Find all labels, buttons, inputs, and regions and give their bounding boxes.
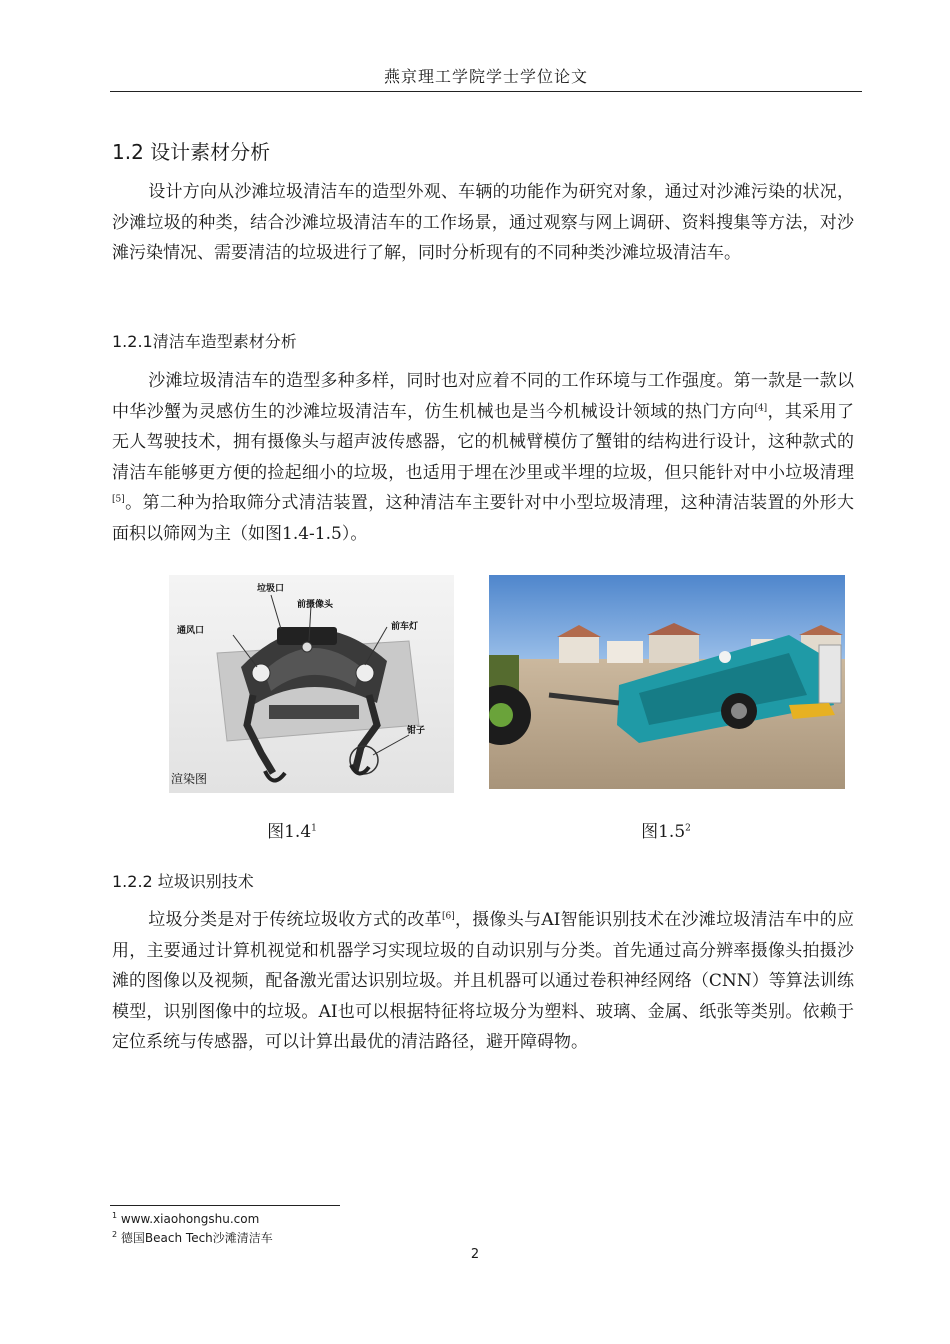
shape-text-c: 。第二种为拾取筛分式清洁装置，这种清洁车主要针对中小型垃圾清理，这种清洁装置的外形大面积以筛网为主（如图1.4-1.5）。	[112, 493, 854, 544]
section-heading: 1.2 设计素材分析	[112, 140, 271, 164]
footnote-ref-1: 1	[311, 823, 317, 834]
footnote-1	[112, 1212, 259, 1226]
running-header: 燕京理工学院学士学位论文	[383, 67, 588, 86]
label-trash-port: 垃圾口	[257, 584, 285, 594]
figure-1-4-caption-text: 图1.4	[267, 822, 312, 842]
footnote-2-mark: 2	[112, 1230, 118, 1239]
label-headlight: 前车灯	[391, 622, 419, 632]
shape-text-b: ，其采用了无人驾驶技术，拥有摄像头与超声波传感器，它的机械臂模仿了蟹钳的结构进行设计，这种款式的清洁车能够更方便的捡起细小的垃圾，也适用于埋在沙里或半埋的垃圾，但只能针对中小垃圾清理	[112, 401, 855, 483]
crab-robot-render	[169, 575, 454, 793]
figure-1-5-caption-text: 图1.5	[641, 822, 686, 842]
recognition-text-b: ，摄像头与AI智能识别技术在沙滩垃圾清洁车中的应用，主要通过计算机视觉和机器学习实现垃圾的自动识别与分类。首先通过高分辨率摄像头拍摄沙滩的图像以及视频，配备激光雷达识别垃圾。并且机器可以通过卷积神经网络（CNN）等算法训练模型，识别图像中的垃圾。AI也可以根据特征将垃圾分为塑料、玻璃、金属、纸张等类别。依赖于定位系统与传感器，可以计算出最优的清洁路径，避开障碍物。	[112, 910, 855, 1053]
label-render: 渲染图	[171, 772, 208, 786]
intro-text: 设计方向从沙滩垃圾清洁车的造型外观、车辆的功能作为研究对象，通过对沙滩污染的状况，沙滩垃圾的种类，结合沙滩垃圾清洁车的工作场景，通过观察与网上调研、资料搜集等方法，对沙滩污染情况、需要清洁的垃圾进行了解，同时分析现有的不同种类沙滩垃圾清洁车。	[112, 182, 854, 264]
citation-6: [6]	[441, 911, 455, 922]
beach-cleaner-photo	[489, 575, 845, 789]
shape-analysis-paragraph	[112, 366, 854, 550]
shape-text-a: 沙滩垃圾清洁车的造型多种多样，同时也对应着不同的工作环境与工作强度。第一款是一款以中华沙蟹为灵感仿生的沙滩垃圾清洁车，仿生机械也是当今机械设计领域的热门方向	[112, 371, 854, 422]
footnote-2	[112, 1229, 273, 1246]
page-number: 2	[470, 1247, 480, 1262]
intro-paragraph	[112, 177, 854, 269]
label-pincer: 钳子	[407, 726, 426, 736]
footnote-ref-2: 2	[685, 823, 691, 834]
figure-1-4-caption	[192, 817, 392, 842]
subsection-heading-2: 1.2.2 垃圾识别技术	[112, 872, 254, 891]
recognition-paragraph	[112, 905, 854, 1058]
label-front-camera: 前摄像头	[297, 600, 334, 610]
label-vent: 通风口	[177, 626, 205, 636]
recognition-text-a: 垃圾分类是对于传统垃圾收方式的改革	[148, 910, 442, 930]
citation-4: [4]	[754, 402, 768, 413]
footnote-1-mark: 1	[112, 1211, 118, 1220]
figure-1-4-image	[169, 575, 454, 793]
citation-5: [5]	[112, 494, 125, 505]
footnote-2-text: 德国Beach Tech沙滩清洁车	[120, 1231, 273, 1245]
footnote-rule	[110, 1205, 340, 1206]
header-rule	[110, 91, 862, 92]
footnote-1-text: www.xiaohongshu.com	[120, 1212, 260, 1226]
subsection-heading-1: 1.2.1清洁车造型素材分析	[112, 332, 297, 351]
figure-1-5-caption	[566, 817, 766, 842]
figure-1-5-image	[489, 575, 845, 789]
